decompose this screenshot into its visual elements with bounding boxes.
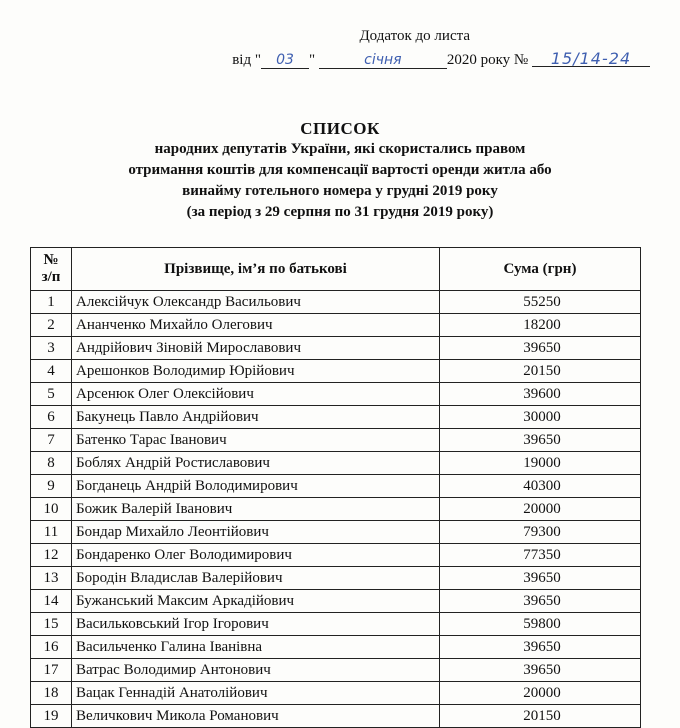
row-number: 13 xyxy=(31,567,72,590)
handwritten-month: січня xyxy=(319,53,447,69)
table-row xyxy=(31,521,641,544)
letter-reference-line xyxy=(232,51,650,69)
from-prefix: від " xyxy=(232,52,261,68)
row-sum: 59800 xyxy=(440,613,641,636)
row-sum: 39600 xyxy=(440,383,641,406)
table-row xyxy=(31,429,641,452)
quote-close: " xyxy=(308,52,316,68)
row-number: 10 xyxy=(31,498,72,521)
row-number: 15 xyxy=(31,613,72,636)
row-name: Ананченко Михайло Олегович xyxy=(72,314,440,337)
row-name: Бакунець Павло Андрійович xyxy=(72,406,440,429)
header-name: Прізвище, ім’я по батькові xyxy=(72,248,440,291)
handwritten-day: 03 xyxy=(261,53,309,69)
row-sum: 39650 xyxy=(440,636,641,659)
row-name: Богданець Андрій Володимирович xyxy=(72,475,440,498)
row-sum: 20000 xyxy=(440,682,641,705)
row-name: Арешонков Володимир Юрійович xyxy=(72,360,440,383)
row-number: 5 xyxy=(31,383,72,406)
row-name: Боблях Андрій Ростиславович xyxy=(72,452,440,475)
row-name: Величкович Микола Романович xyxy=(72,705,440,728)
row-number: 3 xyxy=(31,337,72,360)
row-sum: 39650 xyxy=(440,337,641,360)
row-name: Алексійчук Олександр Васильович xyxy=(72,291,440,314)
row-sum: 30000 xyxy=(440,406,641,429)
row-number: 18 xyxy=(31,682,72,705)
header-sum: Сума (грн) xyxy=(440,248,641,291)
row-name: Бородін Владислав Валерійович xyxy=(72,567,440,590)
row-sum: 20150 xyxy=(440,360,641,383)
row-number: 9 xyxy=(31,475,72,498)
row-name: Божик Валерій Іванович xyxy=(72,498,440,521)
title-line-2: отримання коштів для компенсації вартості оренди житла або xyxy=(128,162,552,178)
row-sum: 20150 xyxy=(440,705,641,728)
row-sum: 77350 xyxy=(440,544,641,567)
table-row xyxy=(31,498,641,521)
row-name: Батенко Тарас Іванович xyxy=(72,429,440,452)
document-title: СПИСОК xyxy=(300,119,380,138)
row-number: 4 xyxy=(31,360,72,383)
deputies-table xyxy=(30,247,641,728)
annex-label: Додаток до листа xyxy=(359,28,470,44)
table-row xyxy=(31,682,641,705)
table-row xyxy=(31,314,641,337)
table-row xyxy=(31,705,641,728)
row-sum: 39650 xyxy=(440,567,641,590)
table-row xyxy=(31,452,641,475)
row-name: Вацак Геннадій Анатолійович xyxy=(72,682,440,705)
row-number: 1 xyxy=(31,291,72,314)
row-number: 12 xyxy=(31,544,72,567)
table-row xyxy=(31,544,641,567)
row-sum: 39650 xyxy=(440,659,641,682)
row-name: Васильковський Ігор Ігорович xyxy=(72,613,440,636)
row-sum: 20000 xyxy=(440,498,641,521)
table-row xyxy=(31,659,641,682)
table-row xyxy=(31,291,641,314)
row-number: 2 xyxy=(31,314,72,337)
table-header-row xyxy=(31,248,641,291)
row-sum: 39650 xyxy=(440,590,641,613)
title-line-4: (за період з 29 серпня по 31 грудня 2019 року) xyxy=(186,204,494,220)
table-row xyxy=(31,337,641,360)
row-name: Васильченко Галина Іванівна xyxy=(72,636,440,659)
row-name: Ватрас Володимир Антонович xyxy=(72,659,440,682)
row-sum: 19000 xyxy=(440,452,641,475)
row-name: Андрійович Зіновій Мирославович xyxy=(72,337,440,360)
row-number: 16 xyxy=(31,636,72,659)
row-name: Бондар Михайло Леонтійович xyxy=(72,521,440,544)
row-sum: 40300 xyxy=(440,475,641,498)
row-number: 19 xyxy=(31,705,72,728)
row-number: 11 xyxy=(31,521,72,544)
table-row xyxy=(31,590,641,613)
row-name: Арсенюк Олег Олексійович xyxy=(72,383,440,406)
table-row xyxy=(31,613,641,636)
row-sum: 18200 xyxy=(440,314,641,337)
header-number: № з/п xyxy=(31,248,72,291)
row-number: 17 xyxy=(31,659,72,682)
table-row xyxy=(31,383,641,406)
row-number: 7 xyxy=(31,429,72,452)
row-number: 8 xyxy=(31,452,72,475)
table-row xyxy=(31,475,641,498)
row-number: 6 xyxy=(31,406,72,429)
year-text: 2020 року № xyxy=(446,52,529,68)
table-row xyxy=(31,567,641,590)
row-name: Бужанський Максим Аркадійович xyxy=(72,590,440,613)
document-title-block xyxy=(0,118,680,223)
table-row xyxy=(31,636,641,659)
handwritten-letter-number: 15/14-24 xyxy=(532,51,650,67)
row-number: 14 xyxy=(31,590,72,613)
table-row xyxy=(31,360,641,383)
table-row xyxy=(31,406,641,429)
row-sum: 55250 xyxy=(440,291,641,314)
title-line-1: народних депутатів України, які скористались правом xyxy=(154,141,526,157)
row-sum: 79300 xyxy=(440,521,641,544)
title-line-3: винайму готельного номера у грудні 2019 року xyxy=(182,183,498,199)
row-name: Бондаренко Олег Володимирович xyxy=(72,544,440,567)
row-sum: 39650 xyxy=(440,429,641,452)
